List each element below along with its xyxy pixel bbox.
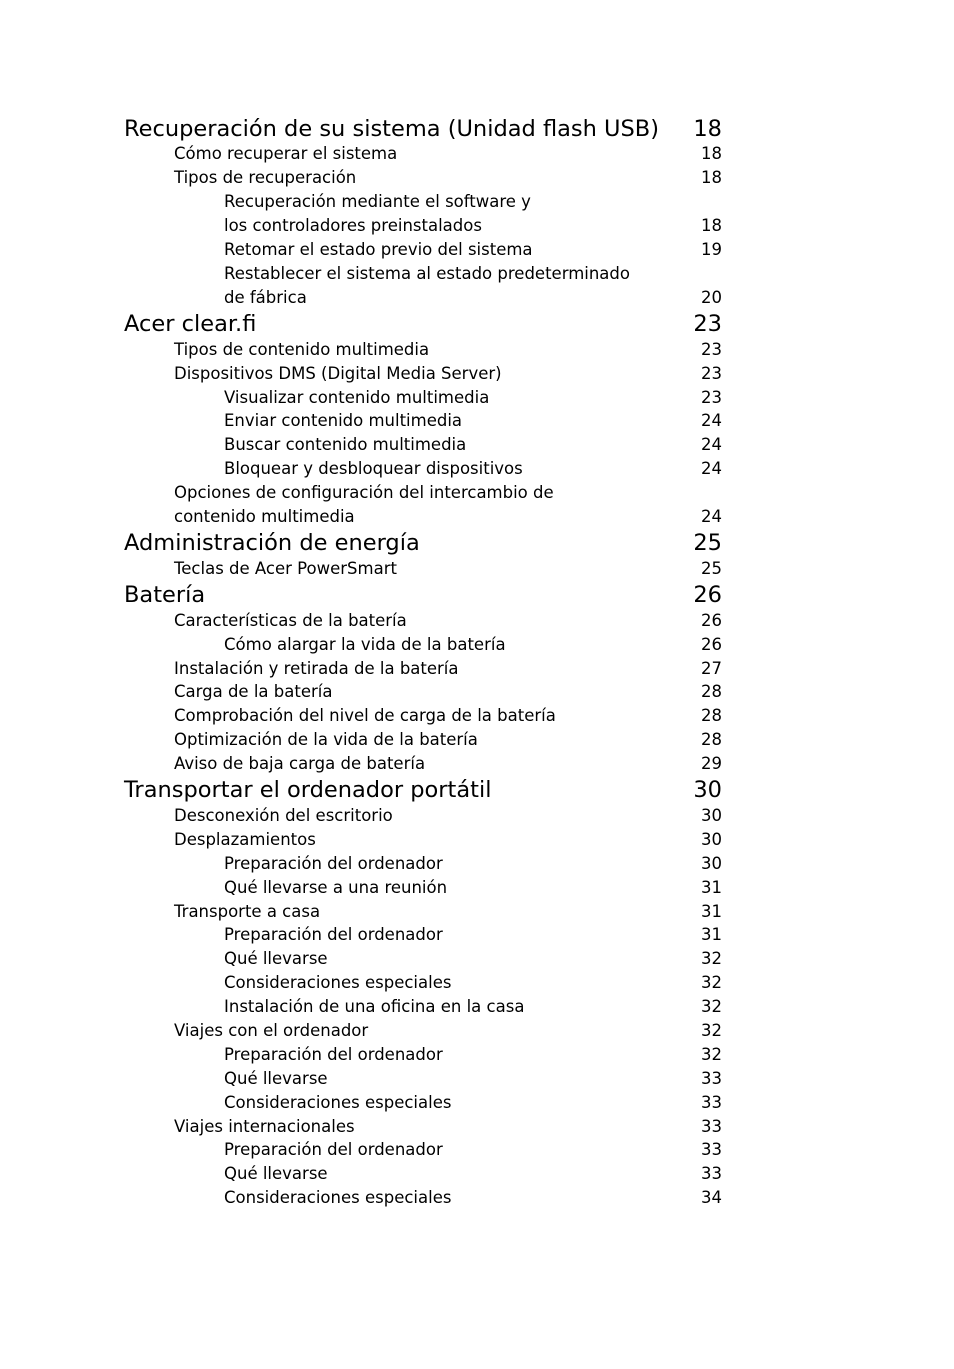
toc-section[interactable] (124, 557, 722, 581)
toc-entry-title-line: Carga de la batería (174, 682, 333, 702)
toc-entry-title (124, 680, 332, 704)
toc-section[interactable] (124, 828, 722, 852)
toc-subsection[interactable] (124, 1067, 722, 1091)
toc-entry-title-line: Preparación del ordenador (224, 853, 443, 873)
toc-entry-page-number: 23 (701, 339, 722, 359)
toc-entry-page-number: 27 (701, 658, 722, 678)
toc-entry-title-line: los controladores preinstalados (224, 216, 482, 236)
toc-entry-page-number: 33 (701, 1140, 722, 1160)
toc-entry-title-line: contenido multimedia (174, 506, 355, 526)
toc-subsection[interactable] (124, 433, 722, 457)
toc-entry-page-number: 33 (701, 1092, 722, 1112)
toc-entry-title-line: Administración de energía (124, 530, 420, 557)
toc-section[interactable] (124, 481, 722, 529)
toc-section[interactable] (124, 657, 722, 681)
toc-entry-title (124, 609, 407, 633)
toc-subsection[interactable] (124, 1043, 722, 1067)
toc-subsection[interactable] (124, 923, 722, 947)
toc-entry-title (124, 828, 316, 852)
toc-entry-page-number: 33 (701, 1164, 722, 1184)
toc-entry-title-line: Preparación del ordenador (224, 925, 443, 945)
toc-section[interactable] (124, 166, 722, 190)
toc-entry-page-number: 31 (701, 877, 722, 897)
toc-subsection[interactable] (124, 1162, 722, 1186)
toc-entry-page-number: 30 (701, 829, 722, 849)
toc-entry-title (124, 900, 320, 924)
toc-subsection[interactable] (124, 409, 722, 433)
toc-entry-page-number: 18 (701, 216, 722, 236)
toc-entry-title-line: Bloquear y desbloquear dispositivos (224, 459, 523, 479)
toc-chapter[interactable] (124, 311, 722, 337)
toc-entry-page-number: 26 (701, 634, 722, 654)
toc-entry-title-line: Retomar el estado previo del sistema (224, 240, 533, 260)
toc-subsection[interactable] (124, 971, 722, 995)
toc-entry-title-line: Desplazamientos (174, 829, 316, 849)
toc-entry-title-line: Preparación del ordenador (224, 1044, 443, 1064)
toc-entry-page-number: 32 (701, 1044, 722, 1064)
toc-entry-page-number: 24 (701, 506, 722, 526)
toc-entry-title (124, 386, 489, 410)
toc-entry-page-number: 32 (701, 949, 722, 969)
toc-chapter[interactable] (124, 116, 722, 142)
toc-entry-title (124, 338, 429, 362)
toc-section[interactable] (124, 338, 722, 362)
toc-entry-title (124, 1091, 451, 1115)
toc-entry-title-line: Cómo alargar la vida de la batería (224, 634, 506, 654)
toc-entry-title (124, 1043, 443, 1067)
toc-subsection[interactable] (124, 457, 722, 481)
toc-entry-title-line: Instalación de una oficina en la casa (224, 997, 525, 1017)
toc-entry-title-line: Buscar contenido multimedia (224, 435, 467, 455)
toc-entry-title-line: Restablecer el sistema al estado predeterminado (224, 263, 630, 283)
toc-entry-title (124, 923, 443, 947)
toc-entry-title (124, 190, 531, 238)
toc-entry-title-line: Consideraciones especiales (224, 1092, 452, 1112)
toc-section[interactable] (124, 1019, 722, 1043)
toc-entry-title (124, 238, 533, 262)
toc-entry-title-line: Qué llevarse (224, 1164, 328, 1184)
toc-entry-page-number: 28 (701, 682, 722, 702)
toc-entry-page-number: 31 (701, 901, 722, 921)
toc-entry-page-number: 32 (701, 1020, 722, 1040)
toc-subsection[interactable] (124, 995, 722, 1019)
toc-chapter[interactable] (124, 530, 722, 556)
toc-entry-title-line: Tipos de recuperación (174, 168, 357, 188)
table-of-contents (124, 116, 722, 1210)
toc-entry-title-line: Qué llevarse (224, 1068, 328, 1088)
toc-entry-title (124, 433, 466, 457)
toc-entry-page-number: 23 (701, 363, 722, 383)
toc-entry-title (124, 728, 478, 752)
toc-entry-title-line: Viajes con el ordenador (174, 1020, 369, 1040)
toc-entry-page-number: 18 (701, 168, 722, 188)
toc-entry-page-number: 25 (701, 558, 722, 578)
toc-entry-title (124, 409, 462, 433)
toc-entry-title (124, 876, 447, 900)
toc-section[interactable] (124, 680, 722, 704)
toc-section[interactable] (124, 143, 722, 167)
toc-subsection[interactable] (124, 386, 722, 410)
toc-entry-title-line: Instalación y retirada de la batería (174, 658, 459, 678)
toc-entry-title (124, 1019, 368, 1043)
toc-entry-title-line: Comprobación del nivel de carga de la batería (174, 706, 556, 726)
toc-subsection[interactable] (124, 876, 722, 900)
toc-entry-title (124, 557, 397, 581)
toc-entry-title (124, 1162, 328, 1186)
toc-entry-page-number: 18 (693, 116, 722, 142)
toc-entry-title (124, 311, 256, 337)
toc-subsection[interactable] (124, 1138, 722, 1162)
toc-entry-title-line: Aviso de baja carga de batería (174, 754, 426, 774)
toc-entry-title (124, 633, 506, 657)
toc-entry-title (124, 1067, 328, 1091)
toc-entry-page-number: 30 (693, 777, 722, 804)
toc-entry-page-number: 26 (693, 582, 722, 609)
toc-entry-title-line: Características de la batería (174, 610, 407, 630)
toc-entry-page-number: 33 (701, 1116, 722, 1136)
toc-entry-page-number: 29 (701, 754, 722, 774)
toc-entry-title-line: Optimización de la vida de la batería (174, 730, 478, 750)
toc-entry-title (124, 262, 630, 310)
toc-entry-title (124, 704, 556, 728)
toc-subsection[interactable] (124, 1186, 722, 1210)
toc-entry-page-number: 34 (701, 1188, 722, 1208)
toc-entry-page-number: 30 (701, 853, 722, 873)
toc-subsection[interactable] (124, 1091, 722, 1115)
toc-entry-page-number: 23 (693, 311, 722, 338)
toc-entry-title-line: Acer clear.fi (124, 311, 257, 338)
toc-entry-title-line: Consideraciones especiales (224, 1188, 452, 1208)
toc-section[interactable] (124, 704, 722, 728)
toc-entry-page-number: 19 (701, 240, 722, 260)
toc-entry-title-line: Transporte a casa (174, 901, 321, 921)
toc-entry-title-line: Consideraciones especiales (224, 973, 452, 993)
toc-entry-title-line: Enviar contenido multimedia (224, 411, 463, 431)
toc-entry-page-number: 31 (701, 925, 722, 945)
toc-entry-title-line: Tipos de contenido multimedia (174, 339, 430, 359)
toc-entry-title-line: Visualizar contenido multimedia (224, 387, 490, 407)
toc-entry-page-number: 32 (701, 973, 722, 993)
toc-entry-title-line: Transportar el ordenador portátil (124, 777, 492, 804)
toc-entry-page-number: 24 (701, 459, 722, 479)
toc-entry-page-number: 23 (701, 387, 722, 407)
toc-entry-page-number: 28 (701, 706, 722, 726)
toc-entry-title-line: Qué llevarse (224, 949, 328, 969)
toc-entry-title (124, 116, 659, 142)
toc-section[interactable] (124, 609, 722, 633)
toc-section[interactable] (124, 900, 722, 924)
toc-entry-page-number: 28 (701, 730, 722, 750)
toc-entry-title (124, 752, 425, 776)
toc-entry-title (124, 530, 420, 556)
toc-entry-title-line: Teclas de Acer PowerSmart (174, 558, 397, 578)
toc-entry-page-number: 24 (701, 435, 722, 455)
toc-entry-title-line: Batería (124, 582, 206, 609)
toc-section[interactable] (124, 1115, 722, 1139)
toc-section[interactable] (124, 728, 722, 752)
toc-entry-title-line: Recuperación de su sistema (Unidad flash USB) (124, 116, 660, 142)
toc-subsection[interactable] (124, 262, 722, 310)
toc-section[interactable] (124, 362, 722, 386)
toc-entry-title (124, 1186, 451, 1210)
toc-entry-title (124, 777, 492, 803)
toc-entry-title (124, 362, 502, 386)
toc-subsection[interactable] (124, 633, 722, 657)
toc-entry-title (124, 481, 554, 529)
toc-entry-title (124, 971, 451, 995)
toc-entry-title (124, 995, 524, 1019)
toc-entry-title (124, 657, 459, 681)
toc-entry-title (124, 852, 443, 876)
toc-entry-page-number: 26 (701, 610, 722, 630)
toc-entry-title-line: Viajes internacionales (174, 1116, 355, 1136)
toc-entry-title-line: de fábrica (224, 287, 307, 307)
toc-entry-page-number: 18 (701, 144, 722, 164)
toc-subsection[interactable] (124, 852, 722, 876)
toc-entry-page-number: 32 (701, 997, 722, 1017)
toc-section[interactable] (124, 804, 722, 828)
toc-entry-title-line: Opciones de configuración del intercambio de (174, 483, 554, 503)
toc-entry-page-number: 20 (701, 287, 722, 307)
toc-subsection[interactable] (124, 238, 722, 262)
toc-entry-title (124, 582, 205, 608)
toc-entry-title-line: Cómo recuperar el sistema (174, 144, 398, 164)
toc-chapter[interactable] (124, 777, 722, 803)
toc-chapter[interactable] (124, 582, 722, 608)
toc-entry-title (124, 1138, 443, 1162)
toc-entry-title-line: Desconexión del escritorio (174, 805, 393, 825)
toc-entry-page-number: 33 (701, 1068, 722, 1088)
toc-section[interactable] (124, 752, 722, 776)
toc-entry-page-number: 25 (693, 530, 722, 557)
toc-subsection[interactable] (124, 947, 722, 971)
toc-entry-title (124, 457, 523, 481)
toc-entry-title (124, 804, 393, 828)
toc-subsection[interactable] (124, 190, 722, 238)
toc-entry-page-number: 30 (701, 805, 722, 825)
toc-entry-title-line: Qué llevarse a una reunión (224, 877, 448, 897)
toc-entry-title-line: Recuperación mediante el software y (224, 192, 531, 212)
toc-entry-title (124, 947, 328, 971)
toc-entry-title (124, 142, 397, 166)
toc-entry-title (124, 166, 356, 190)
toc-entry-title-line: Dispositivos DMS (Digital Media Server) (174, 363, 502, 383)
toc-entry-title-line: Preparación del ordenador (224, 1140, 443, 1160)
toc-entry-page-number: 24 (701, 411, 722, 431)
toc-entry-title (124, 1115, 355, 1139)
